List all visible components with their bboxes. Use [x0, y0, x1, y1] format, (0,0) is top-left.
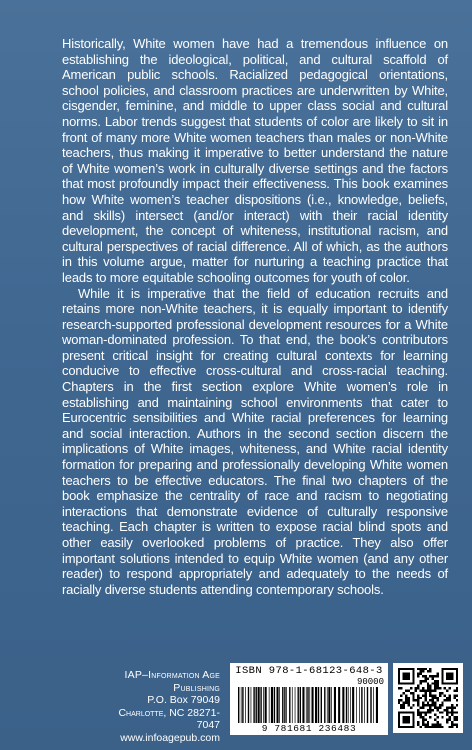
- price-code: 90000: [356, 677, 384, 687]
- publisher-website: www.infoagepub.com: [120, 731, 220, 744]
- publisher-block: [96, 669, 220, 744]
- blurb-paragraph-2: While it is imperative that the field of education recruits and retains more non-White teachers, it is equally important to identify research-supported professional development resources for a White woman-dominated profession. To that end, the book’s contributors present critical insight for creating cultural contexts for learning conducive to effective cross-cultural and cross-racial teaching. Chapters in the first section explore White women’s role in establishing and maintaining school environments that cater to Eurocentric sensibilities and White racial preferences for learning and social interaction. Authors in the second section discern the implications of White images, whiteness, and White racial identity formation for preparing and professionally developing White women teachers to be effective educators. The final two chapters of the book emphasize the centrality of race and racism to negotiating interactions that demonstrate evidence of culturally responsive teaching. Each chapter is written to expose racial blind spots and other easily overlooked problems of practice. They also offer important solutions intended to equip White women (and any other reader) to respond appropriately and adequately to the needs of racially diverse students attending contemporary schools.: [62, 285, 448, 597]
- cover-blurb: [62, 36, 448, 597]
- qr-code-icon: [393, 663, 463, 733]
- blurb-paragraph-1: Historically, White women have had a tremendous influence on establishing the ideological, political, and cultural scaffold of American public schools. Racialized pedagogical orientations, school policies, and classroom practices are underwritten by White, cisgender, feminine, and middle to upper class social and cultural norms. Labor trends suggest that students of color are likely to sit in front of many more White women teachers than males or non-White teachers, thus making it imperative to better understand the nature of White women’s work in culturally diverse settings and the factors that most profoundly impact their effectiveness. This book examines how White women’s teacher dispositions (i.e., knowledge, beliefs, and skills) intersect (and/or interact) with their racial identity development, the concept of whiteness, institutional racism, and cultural perspectives of racial difference. All of which, as the authors in this volume argue, matter for nurturing a teaching practice that leads to more equitable schooling outcomes for youth of color.: [62, 36, 448, 285]
- publisher-city: Charlotte, NC 28271-7047: [118, 706, 220, 731]
- isbn-label: ISBN 978-1-68123-648-3: [235, 665, 383, 677]
- ean-digits: 9 781681 236483: [261, 723, 357, 734]
- barcode-box: [230, 663, 388, 735]
- publisher-name: IAP–Information Age Publishing: [124, 669, 220, 694]
- barcode-icon: [238, 687, 380, 723]
- publisher-po-box: P.O. Box 79049: [147, 694, 220, 706]
